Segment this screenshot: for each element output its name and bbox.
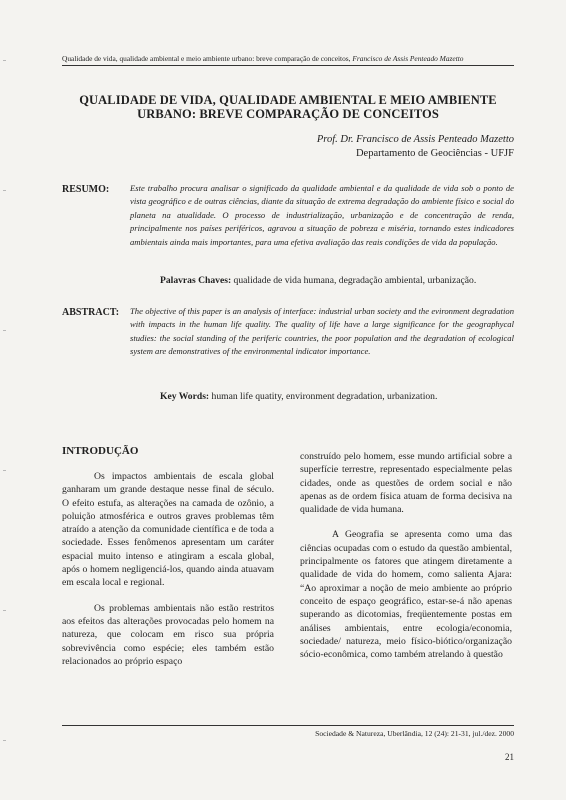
running-header-author: Francisco de Assis Penteado Mazetto (352, 54, 464, 63)
body-paragraph: construído pelo homem, esse mundo artificial sobre a superfície terrestre, representado especialmente pelas cidades, onde as questões de ordem social e não apenas as de ordem física atuam de forma decisiva na qualidade de vida humana. (300, 451, 512, 516)
page-number: 21 (505, 752, 514, 762)
running-header-title: Qualidade de vida, qualidade ambiental e meio ambiente urbano: breve comparação de conceitos, (62, 54, 353, 63)
scan-margin-mark (3, 190, 6, 191)
scan-margin-mark (3, 330, 6, 331)
body-paragraph: Os problemas ambientais não estão restritos aos efeitos das alterações provocadas pelo homem na natureza, que colocam em risco sua própria sobrevivência como espécie; eles também estão relacionados ao próprio espaço (62, 602, 274, 667)
paper-title-line-2: URBANO: BREVE COMPARAÇÃO DE CONCEITOS (137, 107, 439, 121)
abstract-keywords-label: Key Words: (160, 391, 210, 402)
body-column-left (62, 470, 274, 680)
resumo-label: RESUMO: (62, 184, 110, 195)
header-rule (62, 65, 514, 66)
scan-margin-mark (3, 470, 6, 471)
body-column-right (300, 450, 512, 673)
running-header (62, 54, 512, 63)
scan-margin-mark (3, 740, 6, 741)
resumo-text: Este trabalho procura analisar o significado da qualidade ambiental e da qualidade de vida sob o ponto de vista geográfico e de outras ciências, diante da situação de extrema degradação do ambiente físico e social do planeta na atualidade. O processo de industrialização, urbanização e de concentração de renda, principalmente nos países periféricos, agravou a situação de pobreza e miséria, tornando estes indicadores ambientais ainda mais importantes, para uma efetiva avaliação das reais condições de vida da população. (130, 183, 514, 247)
section-title-introducao: INTRODUÇÃO (62, 445, 139, 457)
scan-margin-mark (3, 610, 6, 611)
paper-title-line-1: QUALIDADE DE VIDA, QUALIDADE AMBIENTAL E MEIO AMBIENTE (79, 93, 497, 107)
paper-title (62, 93, 514, 121)
scan-margin-mark (3, 60, 6, 61)
journal-citation: Sociedade & Natureza, Uberlândia, 12 (24): 21-31, jul./dez. 2000 (315, 729, 514, 738)
body-paragraph: Os impactos ambientais de escala global ganharam um grande destaque nesse final de século. O efeito estufa, as alterações na camada de ozônio, a poluição atmosférica e outros graves problemas têm atraído a atenção da comunidade científica e de toda a sociedade. Esses fenômenos apresentam um caráter espacial muito intenso e atingiram a escala global, após o homem negligenciá-los, quando ainda atuavam em escala local e regional. (62, 471, 274, 589)
abstract-keywords-value: human life quatity, environment degradation, urbanization. (209, 391, 438, 402)
resumo-keywords (160, 275, 476, 286)
body-paragraph: A Geografia se apresenta como uma das ciências ocupadas com o estudo da questão ambiental, principalmente os fatores que atingem diretamente a qualidade de vida do homem, como salienta Ajara: “Ao aproximar a noção de meio ambiente ao próprio conceito de espaço geográfico, estar-se-á não apenas superando as dicotomias, freqüentemente postas em análises ambientais, entre ecologia/economia, sociedade/ natureza, meio físico-biótico/organização sócio-econômica, como também atrelando à questão (300, 529, 512, 661)
resumo-keywords-value: qualidade de vida humana, degradação ambiental, urbanização. (231, 275, 477, 286)
author-department: Departamento de Geociências - UFJF (355, 148, 514, 159)
abstract-label: ABSTRACT: (62, 307, 120, 318)
abstract-text: The objective of this paper is an analysis of interface: industrial urban society and the evironment degradation with impacts in the human life quality. The quality of life have a large significance for the geographycal studies: the social standing of the periferic countries, the poor population and the degradation of ecological system are demonstratives of the environmental indicator importance. (130, 306, 514, 357)
resumo-keywords-label: Palavras Chaves: (160, 275, 232, 286)
footer-rule (62, 725, 514, 726)
author-byline (317, 133, 514, 161)
abstract-keywords (160, 391, 437, 402)
author-name: Prof. Dr. Francisco de Assis Penteado Mazetto (316, 134, 514, 145)
